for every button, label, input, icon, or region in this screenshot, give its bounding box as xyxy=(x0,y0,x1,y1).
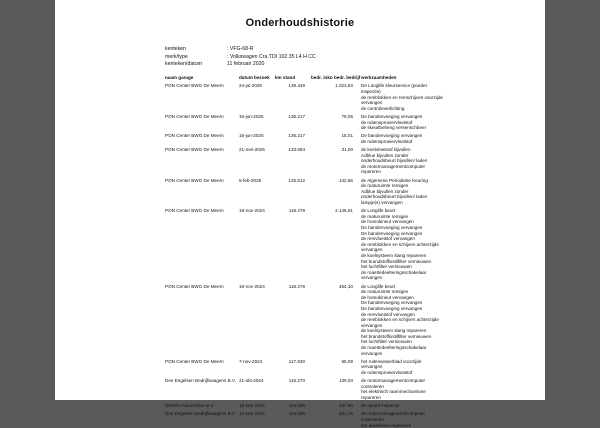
work-line: vervangen xyxy=(361,275,383,281)
cell-work xyxy=(361,281,483,356)
cell-work xyxy=(361,81,483,112)
work-line: de remblokken en schijven achterzijde xyxy=(361,317,439,323)
work-line: vervangen xyxy=(361,322,383,328)
work-line: de spoed inspectie xyxy=(361,403,400,409)
cell-km: 139.449 xyxy=(288,83,305,89)
work-line: de remvloeistof vervangen xyxy=(361,236,415,242)
cell-garage: PON Center BWG De Meern xyxy=(165,113,224,119)
work-line: De bandenvoeging vervangen xyxy=(361,230,423,236)
cell-amount: 142,66 xyxy=(338,177,353,183)
work-line: de roaettedeelteringsschakelaar xyxy=(361,269,427,275)
work-line: het brandstoffixstilfilter vernieuwen xyxy=(361,333,432,339)
cell-km: 118.278 xyxy=(288,208,305,214)
work-line: vervangen xyxy=(361,350,383,356)
cell-date: 19-nov-2024 xyxy=(239,208,265,214)
table-row xyxy=(165,145,483,176)
table-row xyxy=(165,81,483,112)
cell-amount: 107,50 xyxy=(338,403,353,409)
cell-work xyxy=(361,356,483,375)
cell-amount: 831,76 xyxy=(338,411,353,417)
cell-garage: PON Center BWG De Meern xyxy=(165,177,224,183)
cell-garage: PON Center BWG De Meern xyxy=(165,208,224,214)
cell-work xyxy=(361,401,483,409)
column-header-garage: naam garage xyxy=(165,74,194,80)
cell-date: 13-sep-2024 xyxy=(239,411,265,417)
work-line: repareren xyxy=(361,169,381,175)
work-line: de homokineut vervangen xyxy=(361,219,414,225)
table-body xyxy=(165,81,483,428)
cell-work xyxy=(361,175,483,206)
cell-km: 136.217 xyxy=(288,133,305,139)
work-line: De bandenvoeging vervangen xyxy=(361,305,423,311)
column-header-work: werkzaamheden xyxy=(361,74,397,80)
meta-value-merktype: : Volkswagen Cra.TDI 102 35 L4 H CC xyxy=(227,53,316,60)
cell-amount: 454,10 xyxy=(338,283,353,289)
meta-label-kenteken: kenteken xyxy=(165,46,187,52)
cell-date: 16-jun-2025 xyxy=(239,133,264,139)
cell-work xyxy=(361,111,483,130)
meta-label-kentekendatum: kenteken/datum xyxy=(165,61,202,68)
work-line: lampje(s) vervangen xyxy=(361,200,403,206)
cell-date: 7-nov-2024 xyxy=(239,358,263,364)
cell-km: 118.278 xyxy=(288,283,305,289)
work-line: De bandenvoeging vervangen xyxy=(361,113,423,119)
cell-work xyxy=(361,145,483,176)
cell-date: 16-jun-2025 xyxy=(239,113,264,119)
cell-garage: PON Center BWG De Meern xyxy=(165,83,224,89)
work-line: de koelsysteem slang repareren xyxy=(361,328,427,334)
cell-amount: 31,00 xyxy=(341,147,353,153)
table-row xyxy=(165,376,483,401)
cell-work xyxy=(361,376,483,401)
work-line: het ruitenwisserblad voorzijde xyxy=(361,358,422,364)
work-line: de Longlife beurt xyxy=(361,283,396,289)
cell-amount: 78,05 xyxy=(341,113,353,119)
work-line: Adblue bijvullen zonder xyxy=(361,188,409,194)
table-row xyxy=(165,111,483,130)
cell-date: 24-jul-2025 xyxy=(239,83,262,89)
cell-km: 125.512 xyxy=(288,177,305,183)
work-line: de maturuimte remigen xyxy=(361,289,409,295)
cell-amount: 95,08 xyxy=(341,358,353,364)
cell-amount: 1.023,83 xyxy=(335,83,353,89)
cell-garage: Den Engelsen Bedrijfswagens B.V. xyxy=(165,378,236,384)
cell-amount: 2.146,61 xyxy=(335,208,353,214)
work-line: de remblokken en schijven achterzijde xyxy=(361,241,439,247)
work-line: de maturuimte remigen xyxy=(361,183,409,189)
table-row xyxy=(165,401,483,409)
work-line: controleren xyxy=(361,383,384,389)
cell-work xyxy=(361,206,483,281)
cell-km: 116.270 xyxy=(288,378,305,384)
cell-work xyxy=(361,131,483,145)
meta-value-kentekendatum: 11 februari 2020 xyxy=(227,61,265,68)
cell-garage: PON Center BWG De Meern xyxy=(165,358,224,364)
cell-date: 19-nov-2024 xyxy=(239,283,265,289)
work-line: Adblue bijvullen zonder xyxy=(361,152,409,158)
cell-km: 117.830 xyxy=(288,358,305,364)
work-line: de controleverlichting xyxy=(361,105,405,111)
work-line: het luchtfilter vernieuwen xyxy=(361,339,412,345)
work-line: de remblokken en remschijven voorzijde xyxy=(361,94,443,100)
table-row xyxy=(165,356,483,375)
work-line: de ruitensproeiervloeistof xyxy=(361,119,413,125)
cell-work xyxy=(361,409,483,428)
work-line: De bandenvoeging vervangen xyxy=(361,225,423,230)
meta-value-kenteken: : VFG-68-R xyxy=(227,46,254,52)
table-row xyxy=(165,281,483,356)
work-line: controleren xyxy=(361,416,384,422)
work-line: de maturuimte remigen xyxy=(361,213,409,219)
cell-date: 21-okt-2024 xyxy=(239,378,264,384)
work-line: de koelvloeistof bijvullen xyxy=(361,147,411,153)
work-line: De bandenvoeging vervangen xyxy=(361,300,423,306)
work-line: het asseframe repareren xyxy=(361,422,412,428)
cell-garage: DEXRA Automotive B.V. xyxy=(165,403,215,409)
work-line: de Algemene Periodieke Keuring xyxy=(361,177,428,183)
document-page xyxy=(55,0,545,428)
work-line: vervangen xyxy=(361,364,383,370)
work-line: de ruitensproeiervloeistof xyxy=(361,138,413,144)
cell-garage: PON Center BWG De Meern xyxy=(165,283,224,289)
column-header-date: datum bezoek xyxy=(239,74,270,80)
vehicle-meta xyxy=(165,46,545,69)
cell-amount: 139,03 xyxy=(338,378,353,384)
cell-km: 114.026 xyxy=(288,403,305,409)
work-line: het brandstoffixstilfilter vernieuwen xyxy=(361,258,432,264)
work-line: onderhoudsbeurt bijvullen/ laden xyxy=(361,158,428,164)
work-line: het luchtfilter vernieuwen xyxy=(361,264,412,270)
cell-date: 5-feb-2025 xyxy=(239,177,262,183)
meta-row-merktype xyxy=(165,54,545,62)
work-line: De Longlife kleurservice (poeder xyxy=(361,83,428,89)
cell-garage: Den Engelsen Bedrijfswagens B.V. xyxy=(165,411,236,417)
work-line: inspectie) xyxy=(361,88,381,94)
work-line: repareren xyxy=(361,395,381,400)
work-line: De bandenvoeging vervangen xyxy=(361,133,423,139)
meta-label-merktype: merk/type xyxy=(165,53,188,60)
meta-row-kenteken xyxy=(165,46,545,54)
maintenance-history-table xyxy=(165,75,483,428)
table-row xyxy=(165,175,483,206)
meta-row-kentekendatum xyxy=(165,61,545,69)
work-line: de homokineut vervangen xyxy=(361,294,414,300)
work-line: de motormanagementcomputer xyxy=(361,411,426,417)
work-line: de Longlife beurt xyxy=(361,208,396,214)
work-line: vervangen xyxy=(361,247,383,253)
cell-garage: PON Center BWG De Meern xyxy=(165,147,224,153)
column-header-amount: bedr. inko bedr. bedrijf xyxy=(311,74,361,80)
work-line: de koelsysteem slang repareren xyxy=(361,252,427,258)
table-row xyxy=(165,206,483,281)
work-line: de roaettedeelteringsschakelaar xyxy=(361,345,427,351)
work-line: het elektrisch raammechanisme xyxy=(361,389,426,395)
column-header-km: km stand xyxy=(275,74,296,80)
cell-date: 16-sep-2024 xyxy=(239,403,265,409)
table-row xyxy=(165,409,483,428)
cell-garage: PON Center BWG De Meern xyxy=(165,133,224,139)
page-title: Onderhoudshistorie xyxy=(245,17,355,29)
cell-date: 21-mei-2025 xyxy=(239,147,265,153)
table-row xyxy=(165,131,483,145)
cell-amount: 15,01 xyxy=(341,133,353,139)
cell-km: 114.026 xyxy=(288,411,305,417)
work-line: de motormanagementcomputer xyxy=(361,378,426,384)
work-line: de ruitensproeiervloeistof xyxy=(361,370,413,376)
work-line: de skeuitbeheng versenschbeer xyxy=(361,125,427,131)
work-line: de remvloeistof vervangen xyxy=(361,311,415,317)
work-line: de motormanagementcomputer xyxy=(361,163,426,169)
cell-km: 136.217 xyxy=(288,113,305,119)
work-line: vervangen xyxy=(361,100,383,106)
work-line: onderhoudsbeurt bijvullen/ laden xyxy=(361,194,428,200)
cell-km: 133.694 xyxy=(288,147,305,153)
